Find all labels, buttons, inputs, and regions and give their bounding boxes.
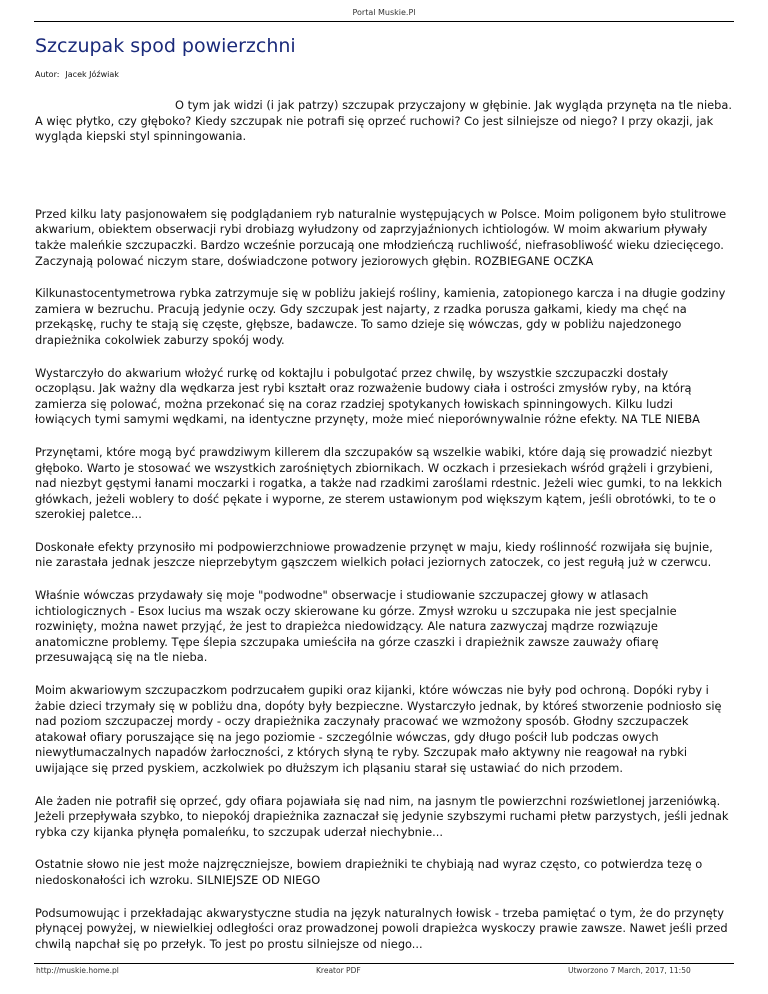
article-paragraph: Przynętami, które mogą być prawdziwym killerem dla szczupaków są wszelkie wabiki, które dają się prowadzić niezbyt głęboko. Warto je stosować we wszystkich zarośniętych zbiornikach. W oczkach i przesiekach wśród grążeli i grzybieni, nad niezbyt gęstymi łanami moczarki i rogatka, a także nad rzadkimi zaroślami rdestnic. Jeżeli wiec gumki, to na lekkich główkach, jeżeli woblery to dość pękate i wyporne, ze sterem ustawionym pod większym kątem, jeśli obrotówki, to te o szerokiej paletce... (35, 444, 723, 522)
article-paragraph: Ostatnie słowo nie jest może najzręczniejsze, bowiem drapieżniki te chybiają nad wyraz często, co potwierdza tezę o niedoskonałości ich wzroku. SILNIEJSZE OD NIEGO (35, 857, 703, 887)
article-title: Szczupak spod powierzchni (35, 35, 296, 57)
page-header-site: Portal Muskie.Pl (352, 8, 416, 17)
article-paragraph: Wystarczyło do akwarium włożyć rurkę od koktajlu i pobulgotać przez chwilę, by wszystkie szczupaczki dostały oczopląsu. Jak ważny dla wędkarza jest rybi kształt oraz rozważenie budowy ciała i ostrości zmysłów ryby, na którą zamierza się polować, można przekonać się na coraz rzadziej spotykanych łowiskach spinningowych. Kilku ludzi łowiących tymi samymi wędkami, na identyczne przynęty, może mieć nieporównywalnie różne efekty. NA TLE NIEBA (35, 365, 700, 427)
article-lead: O tym jak widzi (i jak patrzy) szczupak przyczajony w głębinie. Jak wygląda przynęta na tle nieba. A więc płytko, czy głęboko? Kiedy szczupak nie potrafi się oprzeć ruchowi? Co jest silniejsze od niego? I przy okazji, jak wygląda kiepski styl spinningowania. (35, 98, 732, 144)
footer-url-link[interactable]: http://muskie.home.pl (36, 966, 119, 975)
author-label: Autor: (35, 70, 60, 79)
article-paragraph: Przed kilku laty pasjonowałem się podglądaniem ryb naturalnie występujących w Polsce. Moim poligonem było stulitrowe akwarium, obiektem obserwacji rybi drobiazg wyłudzony od zaprzyjaźnionych ichtiologów. W moim akwarium pływały także maleńkie szczupaczki. Bardzo wcześnie porzucają one młodzieńczą ruchliwość, niefrasobliwość wieku dziecięcego. Zaczynają polować niczym stare, doświadczone potwory jeziorowych głębin. ROZBIEGANE OCZKA (35, 206, 727, 268)
article-paragraph: Właśnie wówczas przydawały się moje "podwodne" obserwacje i studiowanie szczupaczej głowy w atlasach ichtiologicznych - Esox lucius ma wszak oczy skierowane ku górze. Zmysł wzroku u szczupaka nie jest specjalnie rozwinięty, można nawet przyjąć, że jest to drapieżca niedowidzący. Ale natura zazwyczaj mądrze rozwiązuje anatomiczne problemy. Tępe ślepia szczupaka umieściła na górze czaszki i drapieżnik zawsze zauważy ofiarę przesuwającą się na tle nieba. (35, 588, 677, 665)
article-paragraph: Podsumowując i przekładając akwarystyczne studia na język naturalnych łowisk - trzeba pamiętać o tym, że do przynęty płynącej powyżej, w niewielkiej odległości oraz prowadzonej powoli drapieżca wyskoczy prawie zawsze. Nawet jeśli przed chwilą napchał się po przełyk. To jest po prostu silniejsze od niego... (35, 905, 728, 951)
article-paragraph: Doskonałe efekty przynosiło mi podpowierzchniowe prowadzenie przynęt w maju, kiedy roślinność rozwijała się bujnie, nie zarastała jednak jeszcze nieprzebytym gąszczem wielkich połaci jeziornych zatoczek, co jest regułą już w czerwcu. (35, 539, 713, 570)
article-paragraph: Moim akwariowym szczupaczkom podrzucałem gupiki oraz kijanki, które wówczas nie były pod ochroną. Dopóki ryby i żabie dzieci trzymały się w pobliżu dna, dopóty były bezpieczne. Wystarczyło jednak, by któreś stworzenie podniosło się nad poziom szczupaczej mordy - oczy drapieżnika zaczynały pracować we wzmożony sposób. Głodny szczupaczek atakował ofiary poruszające się na jego poziomie - szczególnie wówczas, gdy długo pościł lub podczas owych niewytłumaczalnych napadów żarłoczności, z których słyną te ryby. Szczupak mało aktywny nie reagował na rybki uwijające się przed pyskiem, aczkolwiek po dłuższym ich pląsaniu starał się ustawiać do nich przodem. (35, 683, 722, 775)
footer-created-date: Utworzono 7 March, 2017, 11:50 (568, 966, 691, 975)
article-paragraph: Kilkunastocentymetrowa rybka zatrzymuje się w pobliżu jakiejś rośliny, kamienia, zatopionego karcza i na długie godziny zamiera w bezruchu. Pracują jedynie oczy. Gdy szczupak jest najarty, z rzadka porusza gałkami, kiedy ma chęć na przekąskę, ruchy te stają się częste, głębsze, badawcze. To samo dzieje się wówczas, gdy w pobliżu najedzonego drapieżnika cokolwiek zaburzy spokój wody. (35, 286, 726, 347)
article-paragraph: Ale żaden nie potrafił się oprzeć, gdy ofiara pojawiała się nad nim, na jasnym tle powierzchni rozświetlonej jarzeniówką. Jeżeli przepływała szybko, to niepokój drapieżnika zaznaczał się jedynie szybszymi ruchami płetw parzystych, jeśli jednak rybka czy kijanka płynęła pomaleńku, to szczupak uderzał niechybnie... (35, 793, 729, 839)
footer-generator: Kreator PDF (316, 966, 361, 975)
header-divider (34, 21, 734, 22)
article-body (35, 98, 732, 969)
footer-divider (34, 963, 734, 964)
author-line (35, 70, 119, 79)
author-name: Jacek Jóźwiak (65, 70, 119, 79)
